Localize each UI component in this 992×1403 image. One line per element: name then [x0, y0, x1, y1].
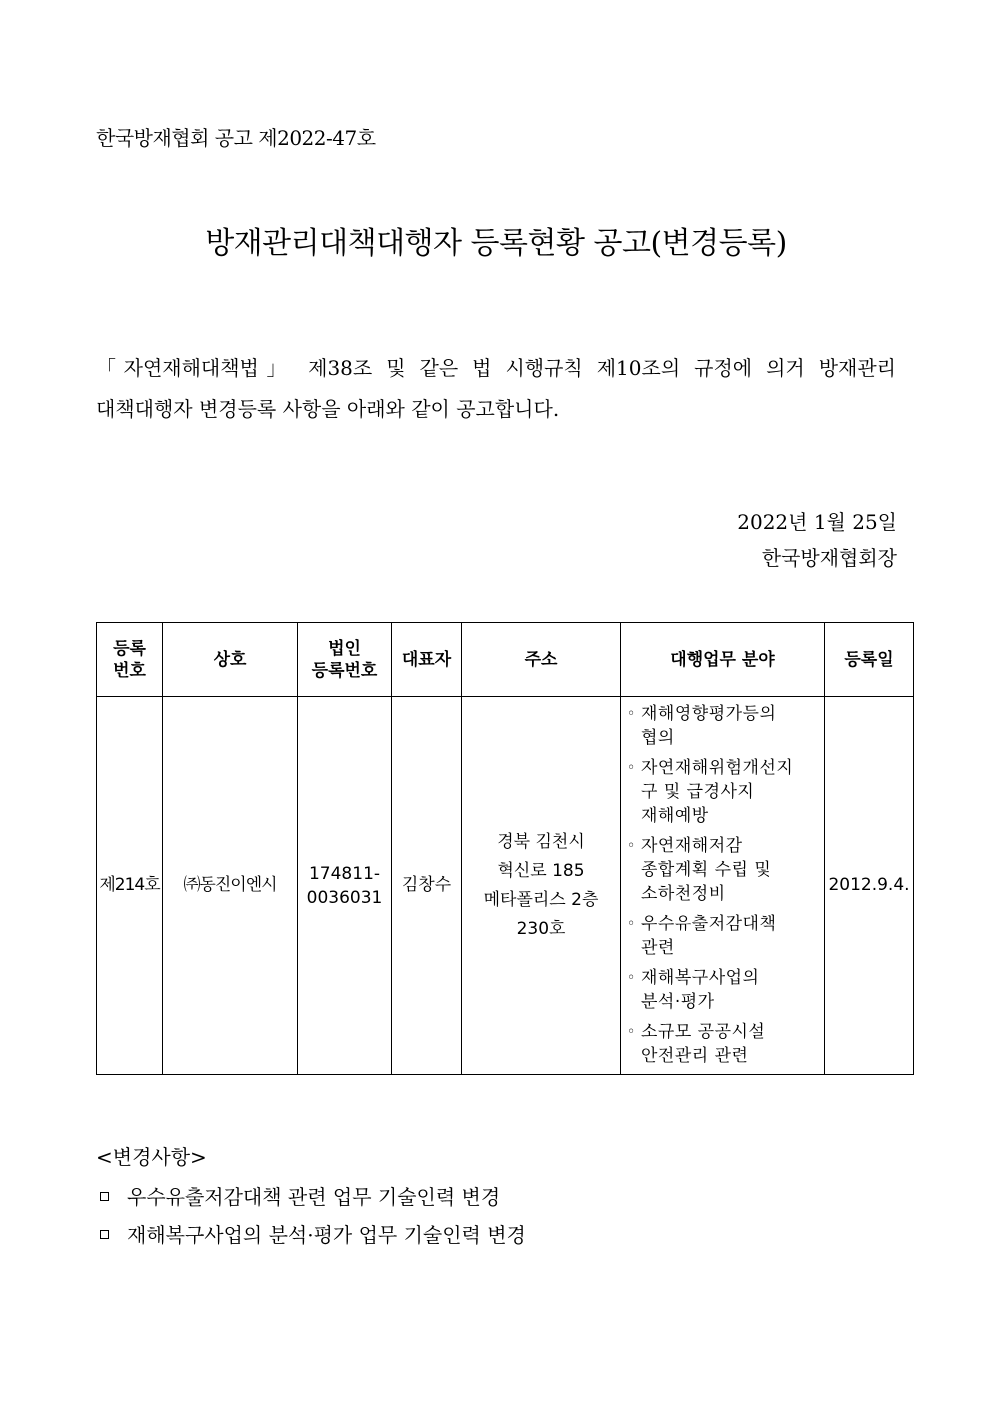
notice-date: 2022년 1월 25일: [737, 510, 897, 534]
circle-bullet-icon: ◦: [627, 970, 636, 986]
field-list-item-text: 우수유출저감대책 관련: [641, 914, 777, 958]
cell-reg-no: 제214호: [97, 697, 163, 1075]
fields-list: [627, 702, 820, 1068]
cell-company: ㈜동진이엔시: [163, 697, 298, 1075]
field-list-item: [627, 702, 820, 750]
change-item: [100, 1219, 526, 1248]
square-bullet-icon: [100, 1192, 109, 1201]
document-title: 방재관리대책대행자 등록현황 공고(변경등록): [205, 226, 787, 261]
changes-heading: <변경사항>: [96, 1145, 207, 1169]
circle-bullet-icon: ◦: [627, 1024, 636, 1040]
header-reg-date: 등록일: [825, 623, 914, 697]
square-bullet-icon: [100, 1230, 109, 1239]
field-list-item: [627, 966, 820, 1014]
body-text-line-2: 대책대행자 변경등록 사항을 아래와 같이 공고합니다.: [96, 397, 560, 421]
change-item-text: 우수유출저감대책 관련 업무 기술인력 변경: [127, 1185, 501, 1209]
header-company: 상호: [163, 623, 298, 697]
issuer-name: 한국방재협회장: [761, 546, 897, 570]
field-list-item-text: 자연재해위험개선지 구 및 급경사지 재해예방: [641, 758, 794, 826]
header-fields: 대행업무 분야: [621, 623, 825, 697]
cell-reg-date: 2012.9.4.: [825, 697, 914, 1075]
notice-number: 한국방재협회 공고 제2022-47호: [96, 126, 376, 150]
header-representative: 대표자: [392, 623, 462, 697]
field-list-item: [627, 912, 820, 960]
cell-representative: 김창수: [392, 697, 462, 1075]
header-address: 주소: [462, 623, 621, 697]
field-list-item-text: 자연재해저감 종합계획 수립 및 소하천정비: [641, 836, 772, 904]
field-list-item-text: 재해복구사업의 분석·평가: [641, 968, 760, 1012]
cell-address: 경북 김천시 혁신로 185 메타폴리스 2층 230호: [462, 697, 621, 1075]
field-list-item-text: 재해영향평가등의 협의: [641, 704, 777, 748]
change-item: [100, 1181, 500, 1210]
circle-bullet-icon: ◦: [627, 838, 636, 854]
field-list-item: [627, 756, 820, 828]
change-item-text: 재해복구사업의 분석·평가 업무 기술인력 변경: [127, 1223, 526, 1247]
registration-table: [96, 622, 914, 1075]
circle-bullet-icon: ◦: [627, 760, 636, 776]
cell-fields: [621, 697, 825, 1075]
table-row: [97, 697, 914, 1075]
circle-bullet-icon: ◦: [627, 916, 636, 932]
cell-corp-no: 174811- 0036031: [298, 697, 392, 1075]
field-list-item: [627, 834, 820, 906]
field-list-item-text: 소규모 공공시설 안전관리 관련: [641, 1022, 766, 1066]
header-corp-no: 법인 등록번호: [298, 623, 392, 697]
circle-bullet-icon: ◦: [627, 706, 636, 722]
body-text-line-1: 「자연재해대책법」 제38조 및 같은 법 시행규칙 제10조의 규정에 의거 방재관리: [96, 356, 896, 380]
field-list-item: [627, 1020, 820, 1068]
table-header-row: [97, 623, 914, 697]
header-reg-no: 등록 번호: [97, 623, 163, 697]
